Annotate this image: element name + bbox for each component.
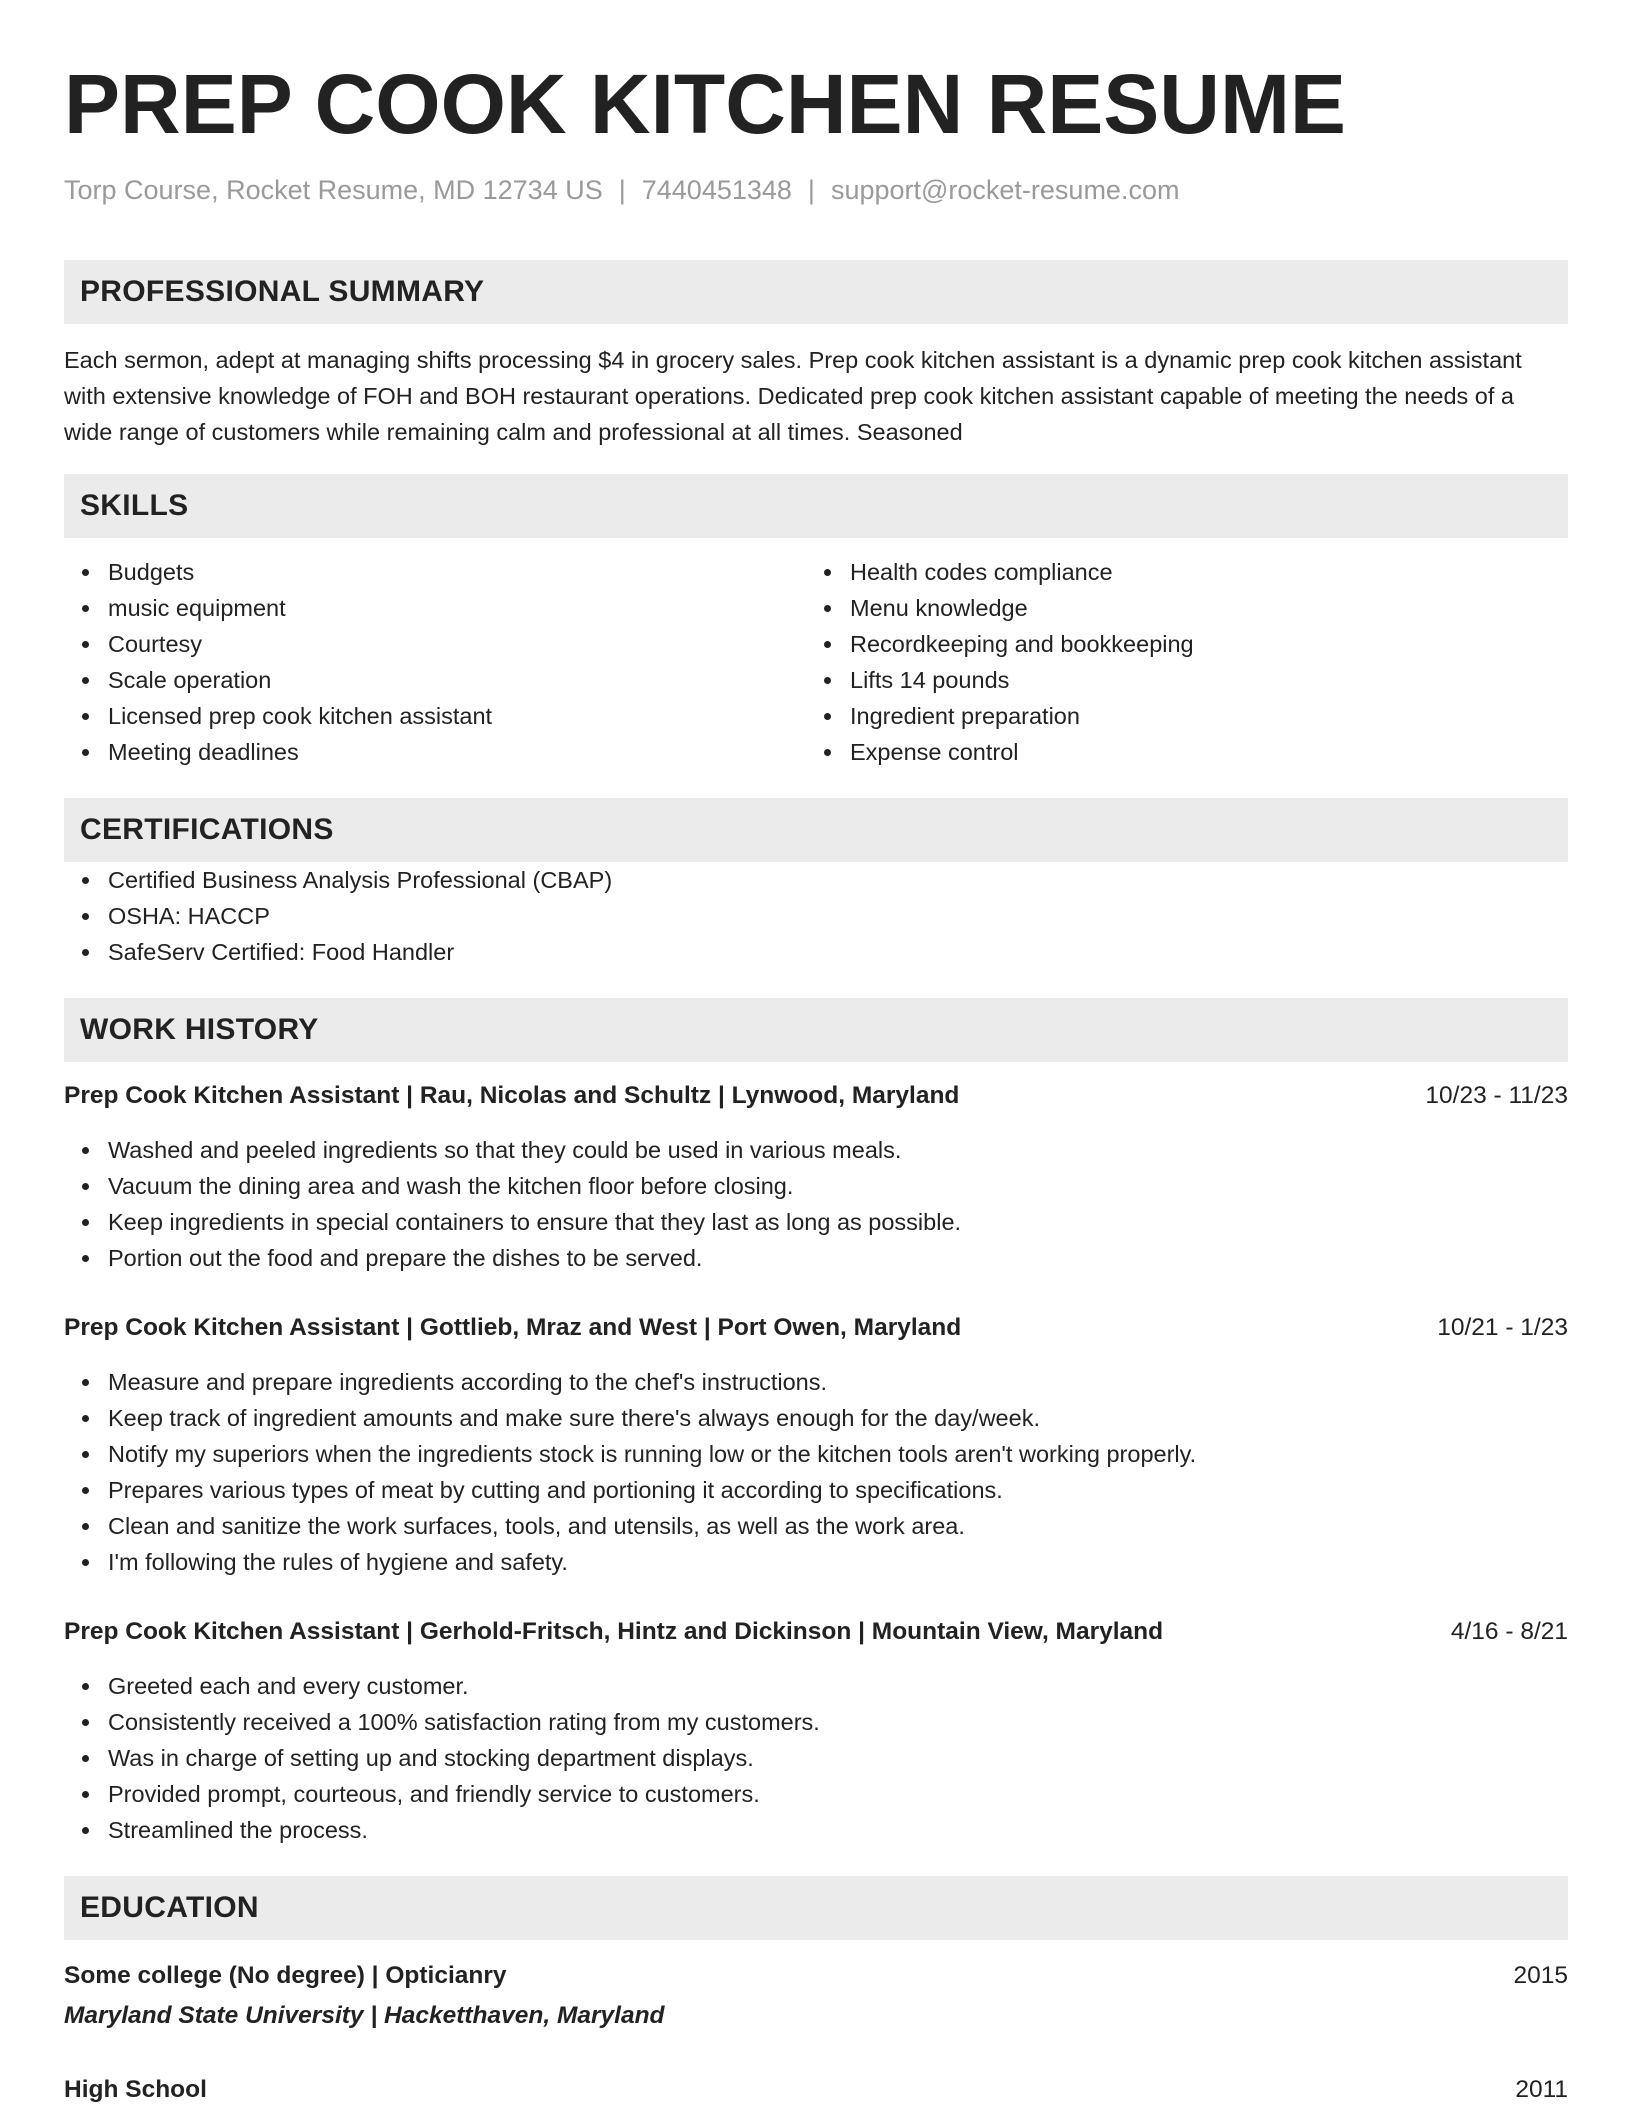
- education-degree: High School: [64, 2076, 207, 2103]
- contact-phone: 7440451348: [641, 175, 792, 205]
- job-dates: 10/21 - 1/23: [1437, 1314, 1568, 1341]
- job-duty: Streamlined the process.: [64, 1812, 1568, 1848]
- skills-list: [64, 554, 1568, 770]
- education-heading: EDUCATION: [80, 1891, 259, 1924]
- certification-item: OSHA: HACCP: [64, 898, 1568, 934]
- work-history-heading: WORK HISTORY: [80, 1013, 319, 1046]
- job-title: Prep Cook Kitchen Assistant | Rau, Nicolas and Schultz | Lynwood, Maryland: [64, 1082, 960, 1109]
- certification-item: SafeServ Certified: Food Handler: [64, 934, 1568, 970]
- job-duty: Clean and sanitize the work surfaces, tools, and utensils, as well as the work area.: [64, 1508, 1568, 1544]
- certifications-list: [64, 862, 1568, 970]
- job-duty: Keep ingredients in special containers to ensure that they last as long as possible.: [64, 1204, 1568, 1240]
- skill-item: Health codes compliance: [806, 554, 1548, 590]
- contact-separator: |: [618, 175, 626, 205]
- skills-column-left: [64, 554, 806, 770]
- job-duties: [64, 1364, 1568, 1580]
- job-duties: [64, 1132, 1568, 1276]
- skill-item: Licensed prep cook kitchen assistant: [64, 698, 806, 734]
- job-duty: I'm following the rules of hygiene and safety.: [64, 1544, 1568, 1580]
- education-section-header: [64, 1876, 1568, 1940]
- contact-line: [64, 172, 1568, 208]
- education-year: 2011: [1515, 2076, 1568, 2103]
- job-header: [64, 1310, 1568, 1346]
- job-duty: Vacuum the dining area and wash the kitchen floor before closing.: [64, 1168, 1568, 1204]
- skill-item: Menu knowledge: [806, 590, 1548, 626]
- contact-separator: |: [807, 175, 815, 205]
- education-header: [64, 1958, 1568, 1994]
- job-duty: Was in charge of setting up and stocking department displays.: [64, 1740, 1568, 1776]
- skills-section-header: [64, 474, 1568, 538]
- skill-item: Ingredient preparation: [806, 698, 1548, 734]
- job-duty: Washed and peeled ingredients so that they could be used in various meals.: [64, 1132, 1568, 1168]
- education-school: Maryland State University | Hacketthaven, Maryland: [64, 2002, 665, 2029]
- certifications-section-header: [64, 798, 1568, 862]
- summary-text: Each sermon, adept at managing shifts processing $4 in grocery sales. Prep cook kitchen assistant is a dynamic prep cook kitchen assistant with extensive knowledge of FOH and BOH restaurant operations. Dedicated prep cook kitchen assistant capable of meeting the needs of a wide range of customers while remaining calm and professional at all times. Seasoned: [64, 347, 1522, 445]
- job-entry: [64, 1078, 1568, 1276]
- skill-item: Expense control: [806, 734, 1548, 770]
- skills-heading: SKILLS: [80, 489, 189, 522]
- education-entry: [64, 1958, 1568, 2034]
- summary-section-header: [64, 260, 1568, 324]
- job-dates: 4/16 - 8/21: [1450, 1618, 1568, 1645]
- job-duty: Provided prompt, courteous, and friendly service to customers.: [64, 1776, 1568, 1812]
- job-header: [64, 1614, 1568, 1650]
- contact-address: Torp Course, Rocket Resume, MD 12734 US: [64, 175, 603, 205]
- education-degree: Some college (No degree) | Opticianry: [64, 1962, 507, 1989]
- job-duty: Notify my superiors when the ingredients stock is running low or the kitchen tools aren't working properly.: [64, 1436, 1568, 1472]
- job-dates: 10/23 - 11/23: [1425, 1082, 1568, 1109]
- skill-item: Lifts 14 pounds: [806, 662, 1548, 698]
- skill-item: Budgets: [64, 554, 806, 590]
- job-duty: Portion out the food and prepare the dishes to be served.: [64, 1240, 1568, 1276]
- job-duty: Greeted each and every customer.: [64, 1668, 1568, 1704]
- job-duties: [64, 1668, 1568, 1848]
- resume-title: PREP COOK KITCHEN RESUME: [64, 57, 1346, 151]
- skill-item: Courtesy: [64, 626, 806, 662]
- job-duty: Keep track of ingredient amounts and make sure there's always enough for the day/week.: [64, 1400, 1568, 1436]
- job-title: Prep Cook Kitchen Assistant | Gottlieb, Mraz and West | Port Owen, Maryland: [64, 1314, 962, 1341]
- job-entry: [64, 1310, 1568, 1580]
- certifications-heading: CERTIFICATIONS: [80, 813, 334, 846]
- skill-item: Scale operation: [64, 662, 806, 698]
- skill-item: Meeting deadlines: [64, 734, 806, 770]
- education-entry: [64, 2072, 1568, 2108]
- contact-email: support@rocket-resume.com: [830, 175, 1180, 205]
- skill-item: Recordkeeping and bookkeeping: [806, 626, 1548, 662]
- job-duty: Consistently received a 100% satisfaction rating from my customers.: [64, 1704, 1568, 1740]
- skill-item: music equipment: [64, 590, 806, 626]
- work-history-section-header: [64, 998, 1568, 1062]
- job-entry: [64, 1614, 1568, 1848]
- education-header: [64, 2072, 1568, 2108]
- education-year: 2015: [1513, 1962, 1568, 1989]
- summary-heading: PROFESSIONAL SUMMARY: [80, 275, 485, 308]
- certification-item: Certified Business Analysis Professional (CBAP): [64, 862, 1568, 898]
- job-header: [64, 1078, 1568, 1114]
- job-duty: Prepares various types of meat by cutting and portioning it according to specifications.: [64, 1472, 1568, 1508]
- job-duty: Measure and prepare ingredients according to the chef's instructions.: [64, 1364, 1568, 1400]
- skills-column-right: [806, 554, 1548, 770]
- job-title: Prep Cook Kitchen Assistant | Gerhold-Fritsch, Hintz and Dickinson | Mountain View, Maryland: [64, 1618, 1164, 1645]
